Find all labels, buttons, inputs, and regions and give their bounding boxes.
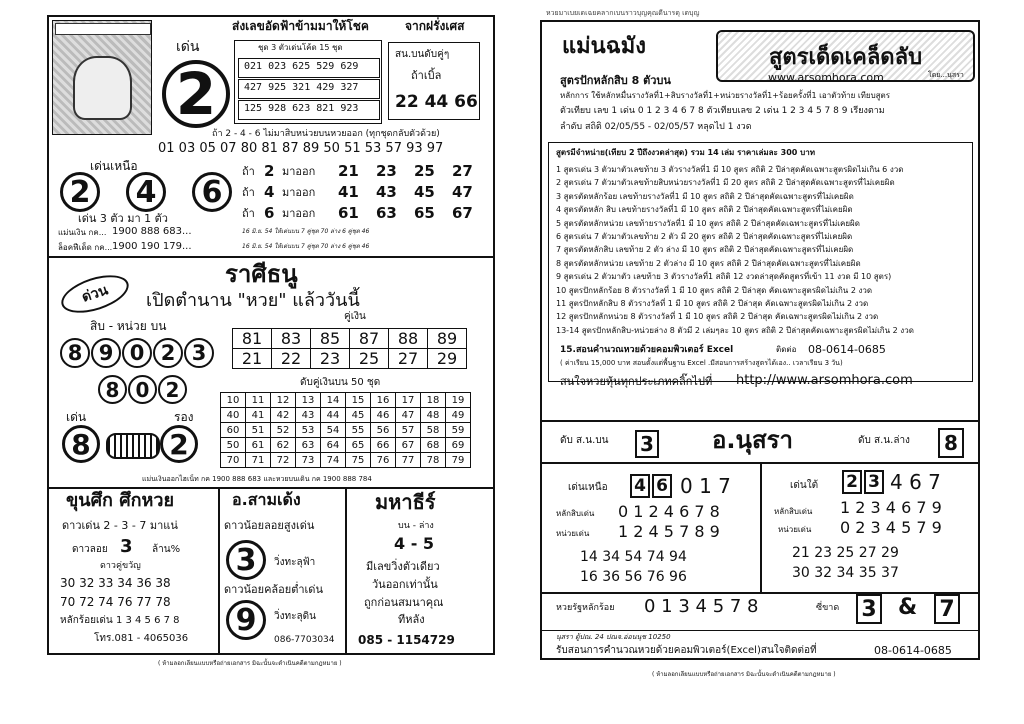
- south-rest: 4 6 7: [890, 470, 941, 494]
- combo-number: 45: [414, 183, 435, 201]
- grid50-cell: 54: [321, 423, 346, 438]
- formula-l3: ลำดับ สถิติ 02/05/55 - 02/05/57 หลุดไป 1 งวด: [560, 122, 752, 132]
- l16: ( ค่าเรียน 15,000 บาท สอนตั้งแต่พื้นฐาน Excel .มีสอนการสร้างสูตรได้เอง.. เวลาเรียน 3 วัน): [560, 359, 843, 367]
- hist-small1: 16 มิ.ย. 54 ให้เด่นบน 7 คู่ชุด 70 ล่าง 6 คู่ชุด 46: [242, 228, 370, 235]
- n-pairs1: 14 34 54 74 94: [580, 549, 687, 565]
- grid50-cell: 78: [421, 453, 446, 468]
- grid50-row: [221, 423, 471, 438]
- sib-a-box: [856, 594, 882, 624]
- grid50-cell: 52: [271, 423, 296, 438]
- n-unit-label: หน่วยเด่น: [556, 529, 590, 538]
- s-unit-label: หน่วยเด่น: [778, 525, 812, 534]
- cartoon-figure: [73, 56, 132, 120]
- set-title: ชุด 3 ตัวเด่นโค้ด 15 ชุด: [258, 43, 343, 52]
- col1-line3: ดาวคู่ขวัญ: [100, 561, 141, 571]
- main-label: เด่น: [66, 410, 87, 424]
- col-divider-1: [218, 487, 220, 655]
- rasi-title: ราศีธนู: [225, 260, 298, 288]
- digit3: 0: [135, 377, 150, 402]
- combo-if: ถ้า: [242, 186, 255, 199]
- hist1: 1900 888 683...: [112, 226, 192, 237]
- set-row: 427 925 321 429 327: [244, 82, 359, 93]
- brand-title: แม่นฉมัง: [562, 34, 646, 59]
- hundred-label: หวยรัฐหลักร้อย: [556, 603, 615, 613]
- grid50-cell: 48: [421, 408, 446, 423]
- play3: เด่น 3 ตัว มา 1 ตัว: [78, 212, 168, 225]
- sn-label: สน.บนดับคู่ๆ: [395, 49, 450, 60]
- pair-grid-row: [233, 349, 467, 369]
- grid50-cell: 71: [246, 453, 271, 468]
- combo-number: 25: [414, 162, 435, 180]
- col2-r1: วิ่งทะลุฟ้า: [274, 557, 316, 568]
- set-row: 125 928 623 821 923: [244, 103, 359, 114]
- north-label: เด่นเหนือ: [90, 159, 138, 173]
- grid50-cell: 51: [246, 423, 271, 438]
- combo-if: ถ้า: [242, 165, 255, 178]
- grid50-cell: 55: [346, 423, 371, 438]
- grid50-cell: 75: [346, 453, 371, 468]
- col1-line4: หลักร้อยเด่น 1 3 4 5 6 7 8: [60, 615, 180, 626]
- left-bottom-note: ( ห้ามลอกเลียนแบบหรือถ่ายเอกสาร มิฉะนั้นจะดำเนินคดีตามกฎหมาย ): [158, 660, 342, 667]
- rasi-sub: เปิดตำนาน "หวย" แล้ววันนี้: [146, 290, 360, 311]
- cartoon-image: [52, 20, 152, 135]
- grid50-cell: 10: [221, 393, 246, 408]
- sib-b: 7: [939, 596, 955, 622]
- pair-grid-cell: 22: [272, 349, 311, 369]
- sib-a: 3: [861, 596, 877, 622]
- col3-nums: 4 - 5: [394, 534, 435, 553]
- col2-title: อ.สามเด้ง: [232, 490, 301, 509]
- sub-label: รอง: [174, 410, 194, 424]
- r-south-label: เด่นใต้: [790, 480, 819, 491]
- grid50-cell: 66: [371, 438, 396, 453]
- big-number-circle: [162, 60, 230, 128]
- pair-grid-cell: 89: [428, 329, 467, 349]
- digit3-circle: [98, 375, 127, 404]
- formula-list-item: 12 สูตรปักหลักหน่วย 8 ตัวรางวัลที่ 1 มี 10 สูตร สถิติ 2 ปีล่าสุด คัดเฉพาะสูตรผิดไม่เกิน 2 งวด: [556, 312, 879, 322]
- col1-line2b: 3: [120, 536, 133, 557]
- north-digit-circle: [126, 172, 166, 212]
- pair-row: 01 03 05 07 80 81 87 89 50 51 53 57 93 97: [158, 141, 444, 156]
- l15-phone: 08-0614-0685: [808, 343, 886, 356]
- north-boxed-digit-box: [652, 474, 672, 498]
- l15: 15.สอนคำนวณหวยด้วยคอมพิวเตอร์ Excel: [560, 345, 734, 355]
- north-boxed-digit: 6: [656, 476, 668, 496]
- set-row: 021 023 625 529 629: [244, 61, 359, 72]
- divider-2: [47, 487, 495, 489]
- col3-line4: ถูกก่อนสมนาคุณ: [364, 596, 444, 609]
- formula-list-item: 5 สูตรตัดหลักหน่วย เลขท้ายรางวัลที่1 มี 10 สูตร สถิติ 2 ปีล่าสุดคัดเฉพาะสูตรที่ไม่เคยผิด: [556, 218, 860, 228]
- address: นุสรา ตู้ปณ. 24 ปณจ.อ่อนนุช 10250: [556, 633, 671, 641]
- l15-contact: ติดต่อ: [776, 345, 797, 354]
- south-boxed-digit: 3: [868, 472, 880, 492]
- grid50-row: [221, 453, 471, 468]
- grid50-cell: 72: [271, 453, 296, 468]
- formula-list-item: 9 สูตรเด่น 2 ตัวมาตัว เลขท้าย 3 ตัวรางวัลที่1 สถิติ 12 งวดล่าสุดคัดสูตรที่เข้า 11 งวด มี 10 สูตร): [556, 272, 892, 282]
- combo-come: มาออก: [282, 186, 316, 199]
- col2-phone: 086-7703034: [274, 635, 335, 645]
- grid50-cell: 61: [246, 438, 271, 453]
- grid50-row: [221, 408, 471, 423]
- sib-digit: 9: [98, 341, 114, 365]
- combo-number: 61: [338, 204, 359, 222]
- grid50-cell: 49: [446, 408, 471, 423]
- n-sib: 0 1 2 4 6 7 8: [618, 502, 720, 521]
- main-digit: 8: [71, 427, 91, 461]
- grid50-cell: 12: [271, 393, 296, 408]
- formula-list-item: 10 สูตรปักหลักร้อย 8 ตัวรางวัลที่ 1 มี 10 สูตร สถิติ 2 ปีล่าสุด คัดเฉพาะสูตรผิดไม่เกิน 2 งวด: [556, 285, 873, 295]
- if-246: ถ้า 2 - 4 - 6 ไม่มาสิบหน่วยบนหวยออก (ทุกชุดกลับตัวด้วย): [212, 129, 440, 139]
- pair-grid: [232, 328, 467, 369]
- south-boxed-digit-box: [864, 470, 884, 494]
- grid50-cell: 76: [371, 453, 396, 468]
- if-blind: ถ้าเบิ้ล: [411, 69, 442, 82]
- divider-1: [47, 256, 495, 258]
- combo-digit: 4: [264, 183, 275, 201]
- sib-digit-circle: [153, 338, 183, 368]
- pair-grid-cell: 21: [233, 349, 272, 369]
- grid50-cell: 73: [296, 453, 321, 468]
- hist2: 1900 190 179...: [112, 241, 192, 252]
- grid50-cell: 63: [296, 438, 321, 453]
- amp: &: [898, 595, 918, 620]
- sib-digit-circle: [60, 338, 90, 368]
- footer-line: แม่นเงินออกไฮเน็ท กค 1900 888 683 และหวยบนเดิน กค 1900 888 784: [142, 475, 372, 483]
- pair-grid-cell: 27: [389, 349, 428, 369]
- formula-list-item: 11 สูตรปักหลักสิบ 8 ตัวรางวัลที่ 1 มี 10 สูตร สถิติ 2 ปีล่าสุด คัดเฉพาะสูตรผิดไม่เกิน 2 งวด: [556, 299, 869, 308]
- col3-line1: บน - ล่าง: [398, 521, 434, 531]
- formula-title: สูตรปักหลักสิบ 8 ตัวบน: [560, 74, 671, 87]
- col2-line2: ดาวน้อยคล้อยต่ำเด่น: [224, 583, 323, 596]
- grid50-cell: 11: [246, 393, 271, 408]
- south-boxed-digit: 2: [846, 472, 858, 492]
- col2-line1: ดาวน้อยลอยสูงเด่น: [224, 519, 315, 532]
- right-bottom-note: ( ห้ามลอกเลียนแบบหรือถ่ายเอกสาร มิฉะนั้นจะดำเนินคดีตามกฎหมาย ): [652, 671, 836, 678]
- dab-bot: 8: [944, 431, 958, 455]
- sib-digit: 8: [67, 341, 83, 365]
- sib-digit-circle: [122, 338, 152, 368]
- combo-number: 21: [338, 162, 359, 180]
- formula-list-item: 6 สูตรเด่น 7 ตัวมาตัวเลขท้าย 2 ตัว มี 20 สูตร สถิติ 2 ปีล่าสุดคัดเฉพาะสูตรที่ไม่เคยผิด: [556, 232, 853, 241]
- combo-number: 27: [452, 162, 473, 180]
- col1-title: ขุนศึก ศึกหวย: [66, 490, 175, 511]
- pair-grid-cell: 23: [311, 349, 350, 369]
- grid50-cell: 43: [296, 408, 321, 423]
- col1-nums1: 30 32 33 34 36 38: [60, 576, 171, 590]
- footer-phone: 08-0614-0685: [874, 644, 952, 657]
- cartoon-caption-bar: [55, 23, 151, 35]
- col-divider-2: [345, 487, 347, 655]
- combo-number: 43: [376, 183, 397, 201]
- grid50-cell: 67: [396, 438, 421, 453]
- grid50-cell: 42: [271, 408, 296, 423]
- sib-label: สิบ - หน่วย บน: [90, 319, 167, 333]
- hist-small2: 16 มิ.ย. 54 ให้เด่นบน 7 คู่ชุด 70 ล่าง 6 คู่ชุด 46: [242, 243, 370, 250]
- hist2-label: ล็อคฟีเด็ด กค...: [58, 243, 113, 252]
- n-sib-label: หลักสิบเด่น: [556, 509, 595, 518]
- pair50-label: ดับคู่เงินบน 50 ชุด: [300, 377, 381, 388]
- pair-grid-cell: 29: [428, 349, 467, 369]
- pair-grid-row: [233, 329, 467, 349]
- digit3-circle: [158, 375, 187, 404]
- col3-line3: วันออกเท่านั้น: [372, 578, 438, 591]
- north-digit-circle: [192, 172, 232, 212]
- col2-d2-circle: [226, 600, 266, 640]
- col3-line5: ทีหลัง: [398, 613, 425, 626]
- s-pairs1: 21 23 25 27 29: [792, 545, 899, 561]
- brand-logo-text: สูตรเด็ดเคล็ดลับ: [768, 44, 923, 70]
- col3-line2: มีเลขวิ่งตัวเดียว: [366, 560, 440, 573]
- right-divider-4: [540, 630, 980, 631]
- from-france: จากฝรั่งเศส: [405, 19, 465, 33]
- grid50-cell: 65: [346, 438, 371, 453]
- grid50-row: [221, 393, 471, 408]
- grid50-cell: 57: [396, 423, 421, 438]
- website: www.arsomhora.com: [768, 71, 884, 84]
- s-unit: 0 2 3 4 5 7 9: [840, 518, 942, 537]
- sub-digit-circle: [160, 425, 198, 463]
- grid50-cell: 53: [296, 423, 321, 438]
- sib-digit: 0: [129, 341, 145, 365]
- grid50-cell: 41: [246, 408, 271, 423]
- r-north-label: เด่นเหนือ: [568, 482, 608, 493]
- s-sib-label: หลักสิบเด่น: [774, 507, 813, 516]
- combo-number: 23: [376, 162, 397, 180]
- grid50-cell: 59: [446, 423, 471, 438]
- grid50-cell: 56: [371, 423, 396, 438]
- grid50-cell: 64: [321, 438, 346, 453]
- formula-list-item: 3 สูตรตัดหลักร้อย เลขท้ายรางวัลที่1 มี 10 สูตร สถิติ 2 ปีล่าสุดคัดเฉพาะสูตรที่ไม่เคยผิด: [556, 191, 854, 201]
- grid50-cell: 68: [421, 438, 446, 453]
- col2-r2: วิ่งทะลุดิน: [274, 611, 316, 622]
- north-boxed-digit-box: [630, 474, 650, 498]
- grid50-cell: 50: [221, 438, 246, 453]
- pair-label: คู่เงิน: [344, 311, 366, 322]
- handshake-icon: [106, 433, 160, 459]
- pair-grid-cell: 83: [272, 329, 311, 349]
- dab-bot-box: [938, 428, 964, 458]
- formula-l1: หลักการ ใช้หลักหมื่นรางวัลที่1+สิบรางวัลที่1+หน่วยรางวัลที่1+ร้อยครั้งที่1 เอาตัวท้าย เทียบสูตร: [560, 91, 891, 100]
- col1-phone: โทร.081 - 4065036: [94, 633, 189, 644]
- pair-grid-cell: 87: [350, 329, 389, 349]
- combo-digit: 2: [264, 162, 275, 180]
- badge-text: ด่วน: [79, 282, 111, 306]
- col1-line2c: ล้าน%: [152, 544, 181, 555]
- digit3-circle: [128, 375, 157, 404]
- combo-number: 41: [338, 183, 359, 201]
- grid50-cell: 18: [421, 393, 446, 408]
- grid50-cell: 40: [221, 408, 246, 423]
- formula-list-item: 2 สูตรเด่น 7 ตัวมาตัวเลขท้ายสิบหน่วยรางวัลที่1 มี 20 สูตร สถิติ 2 ปีล่าสุดคัดเฉพาะสูตรที่ไม่เคยผิด: [556, 178, 895, 188]
- col3-phone: 085 - 1154729: [358, 633, 455, 647]
- dab-bot-label: ดับ ส.น.ล่าง: [858, 435, 910, 446]
- combo-come: มาออก: [282, 207, 316, 220]
- south-boxed-digit-box: [842, 470, 862, 494]
- formula-list-item: 7 สูตรตัดหลักสิบ เลขท้าย 2 ตัว ล่าง มี 10 สูตร สถิติ 2 ปีล่าสุดคัดเฉพาะสูตรที่ไม่เคยผิด: [556, 245, 854, 255]
- combo-number: 67: [452, 204, 473, 222]
- hundred: 0 1 3 4 5 7 8: [644, 596, 759, 617]
- combo-number: 47: [452, 183, 473, 201]
- grid50-cell: 77: [396, 453, 421, 468]
- right-col-divider: [760, 462, 762, 592]
- grid50-cell: 46: [371, 408, 396, 423]
- formula-list-item: 8 สูตรตัดหลักหน่วย เลขท้าย 2 ตัวล่าง มี 10 สูตร สถิติ 2 ปีล่าสุดคัดเฉพาะสูตรที่ไม่เคยผิด: [556, 258, 861, 268]
- north-digit-circle: [60, 172, 100, 212]
- grid50-cell: 19: [446, 393, 471, 408]
- pair-grid-cell: 81: [233, 329, 272, 349]
- digit3: 2: [165, 377, 180, 402]
- double-nums: 22 44 66: [395, 92, 478, 112]
- pair-grid-cell: 25: [350, 349, 389, 369]
- grid50-cell: 69: [446, 438, 471, 453]
- north-digit: 2: [69, 174, 91, 210]
- grid50-cell: 47: [396, 408, 421, 423]
- grid50-cell: 79: [446, 453, 471, 468]
- combo-come: มาออก: [282, 165, 316, 178]
- l17a: สนใจหวยหุ้นทุกประเภทคลิ๊กไปที่: [560, 375, 713, 388]
- north-rest: 0 1 7: [680, 474, 731, 498]
- combo-number: 65: [414, 204, 435, 222]
- right-divider-1: [540, 420, 980, 422]
- dab-top-label: ดับ ส.น.บน: [560, 435, 609, 446]
- big-number: 2: [175, 60, 217, 128]
- grid50-cell: 15: [346, 393, 371, 408]
- brand-tag: โดย...นุสรา: [928, 71, 964, 79]
- hist1-label: แม่นเงิน กค...: [58, 228, 107, 237]
- north-digit: 4: [135, 174, 157, 210]
- pair-grid-cell: 88: [389, 329, 428, 349]
- sib-digit-circle: [91, 338, 121, 368]
- col2-d1-circle: [226, 540, 266, 580]
- s-sib: 1 2 3 4 6 7 9: [840, 498, 942, 517]
- col2-d2: 9: [235, 602, 257, 638]
- sub-digit: 2: [169, 427, 189, 461]
- play-label: เด่น: [176, 39, 200, 55]
- grid50-cell: 44: [321, 408, 346, 423]
- sib-b-box: [934, 594, 960, 624]
- north-digit: 6: [201, 174, 223, 210]
- grid50-cell: 70: [221, 453, 246, 468]
- grid50-cell: 16: [371, 393, 396, 408]
- right-header-cut: หวยมาเบยเดเฉยคลากเบนราวบุญคุณดีนารดุ เดบุญ: [546, 9, 700, 17]
- n-unit: 1 2 4 5 7 8 9: [618, 522, 720, 541]
- dab-top-box: [635, 430, 659, 458]
- grid50-cell: 60: [221, 423, 246, 438]
- digit3: 8: [105, 377, 120, 402]
- pair-grid-cell: 85: [311, 329, 350, 349]
- grid50-row: [221, 438, 471, 453]
- grid50-cell: 62: [271, 438, 296, 453]
- combo-if: ถ้า: [242, 207, 255, 220]
- grid50-cell: 45: [346, 408, 371, 423]
- formula-list-item: 1 สูตรเด่น 3 ตัวมาตัวเลขท้าย 3 ตัวรางวัลที่1 มี 10 สูตร สถิติ 2 ปีล่าสุดคัดเฉพาะสูตรผิดไม่เกิน 6 งวด: [556, 165, 904, 174]
- col1-nums2: 70 72 74 76 77 78: [60, 595, 171, 609]
- list-title: สูตรมีจำหน่าย(เทียบ 2 ปีถึงงวดล่าสุด) รวม 14 เล่ม ราคาเล่มละ 300 บาท: [556, 148, 815, 157]
- formula-list-item: 13-14 สูตรปักหลักสิบ-หน่วยล่าง 8 ตัวมี 2 เล่มๆละ 10 สูตร สถิติ 2 ปีล่าสุดคัดเฉพาะสูตรผิดไม่เกิน 2 งวด: [556, 325, 914, 335]
- grid50-cell: 13: [296, 393, 321, 408]
- sib-digit: 3: [191, 341, 207, 365]
- n-pairs2: 16 36 56 76 96: [580, 569, 687, 585]
- top-heading: ส่งเลขอัดฟ้าข้ามมาให้โชค: [232, 19, 369, 33]
- grid50-cell: 58: [421, 423, 446, 438]
- north-boxed-digit: 4: [634, 476, 646, 496]
- author: อ.นุสรา: [712, 426, 793, 454]
- sib-digit-circle: [184, 338, 214, 368]
- formula-list-item: 4 สูตรตัดหลัก สิบ เลขท้ายรางวัลที่1 มี 10 สูตร สถิติ 2 ปีล่าสุดคัดเฉพาะสูตรที่ไม่เคยผิด: [556, 205, 853, 215]
- dab-top: 3: [640, 432, 654, 456]
- grid50-cell: 74: [321, 453, 346, 468]
- main-digit-circle: [62, 425, 100, 463]
- combo-digit: 6: [264, 204, 275, 222]
- right-divider-3: [540, 592, 980, 594]
- sib-label-r: ซี่ขาด: [816, 603, 840, 613]
- grid50-cell: 14: [321, 393, 346, 408]
- col1-line1: ดาวเด่น 2 - 3 - 7 มาแน่: [62, 519, 178, 532]
- sib-digit: 2: [160, 341, 176, 365]
- formula-l2: ตัวเทียบ เลข 1 เด่น 0 1 2 3 4 6 7 8 ตัวเทียบเลข 2 เด่น 1 2 3 4 5 7 8 9 เรียงตาม: [560, 106, 885, 116]
- l17b[interactable]: http://www.arsomhora.com: [736, 373, 913, 388]
- col3-title: มหาธีร์: [375, 490, 436, 514]
- grid50: [220, 392, 471, 468]
- col1-line2a: ดาวลอย: [72, 544, 108, 555]
- footer-a: รับสอนการคำนวณหวยด้วยคอมพิวเตอร์(Excel)สนใจติดต่อที่: [556, 645, 817, 656]
- s-pairs2: 30 32 34 35 37: [792, 565, 899, 581]
- combo-number: 63: [376, 204, 397, 222]
- col2-d1: 3: [235, 542, 257, 578]
- grid50-cell: 17: [396, 393, 421, 408]
